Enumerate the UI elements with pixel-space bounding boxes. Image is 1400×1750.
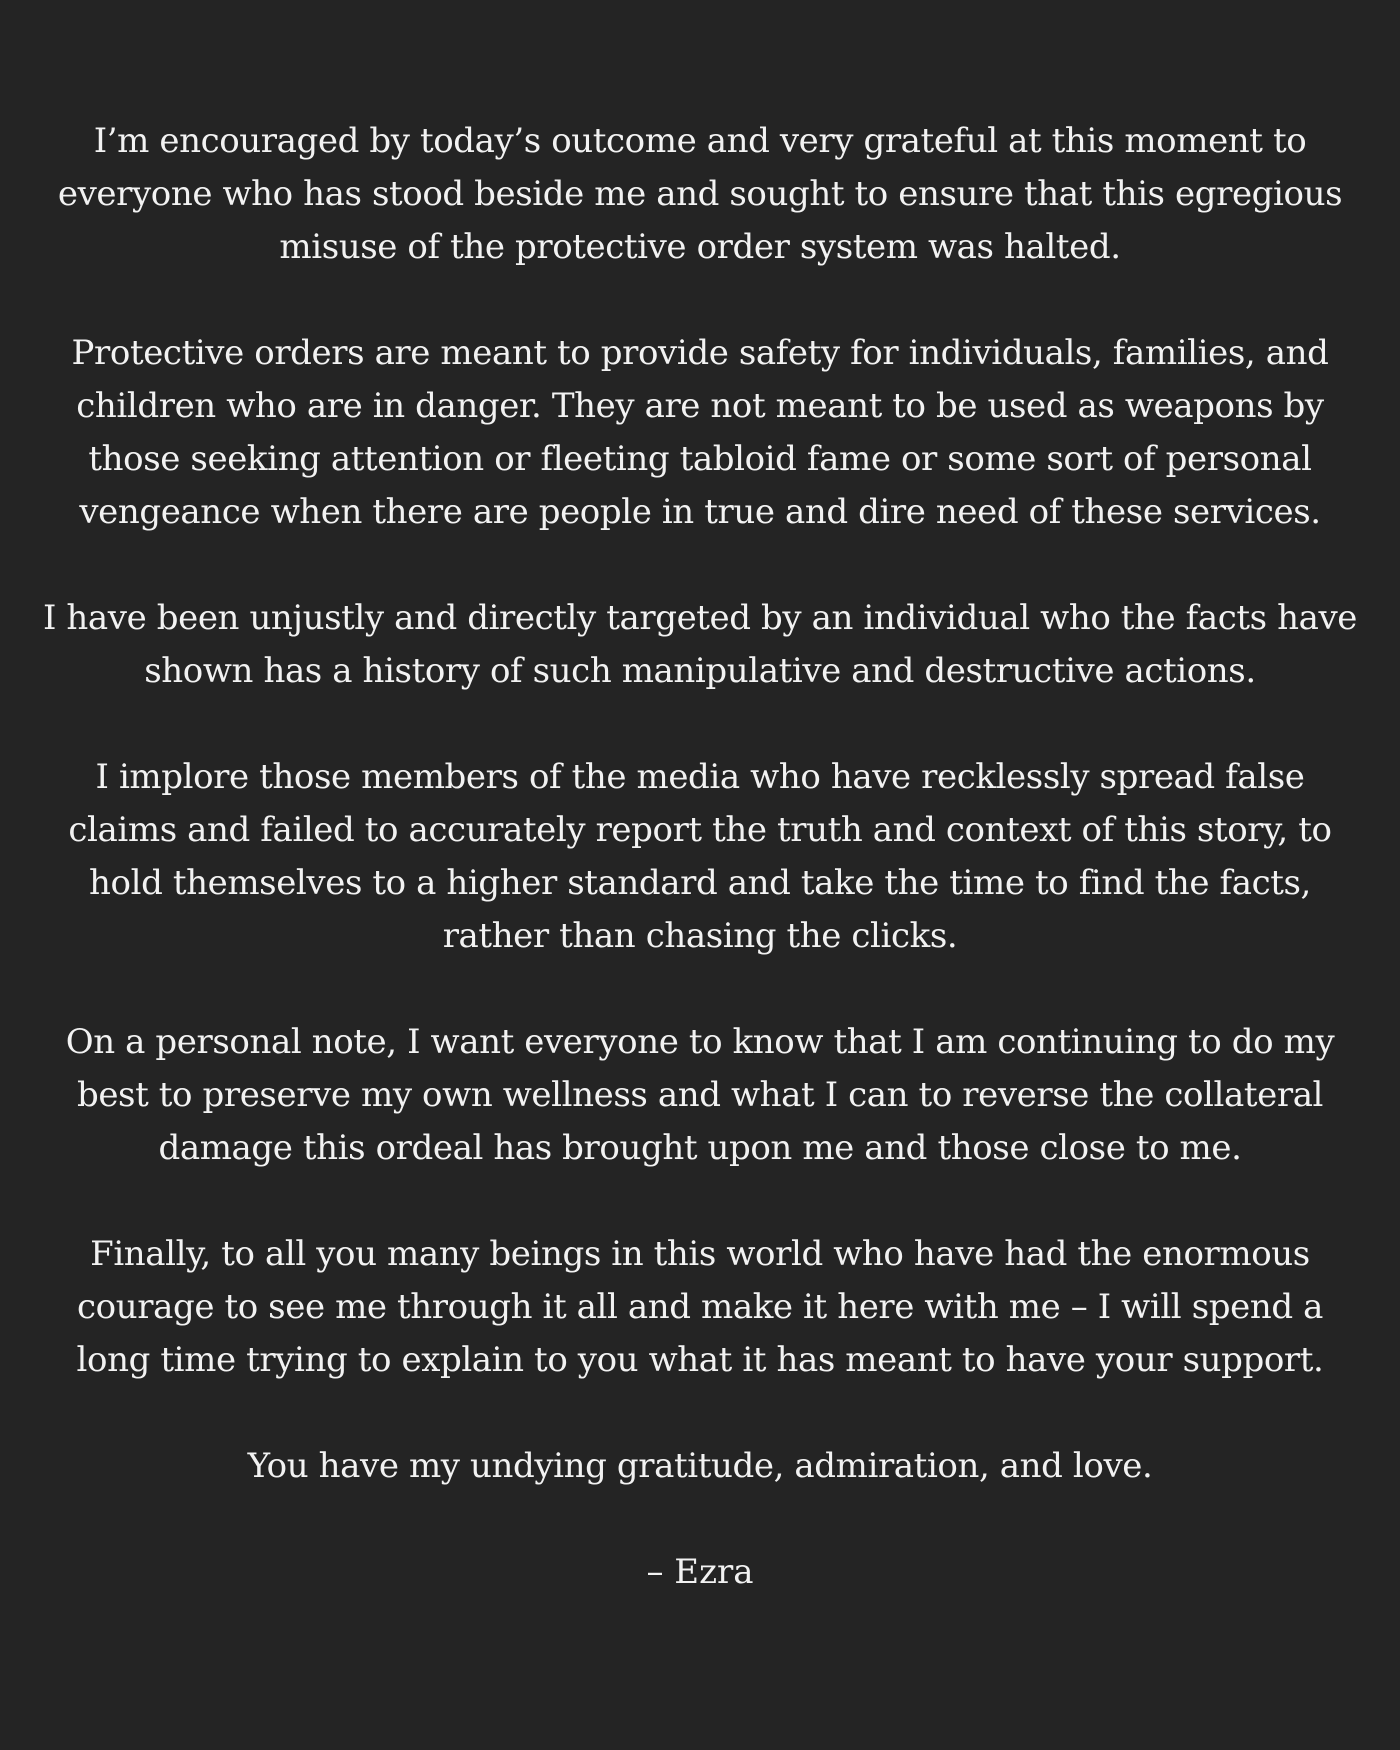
statement-paragraph: You have my undying gratitude, admiration, and love. — [247, 1446, 1153, 1486]
statement-paragraph: Protective orders are meant to provide safety for individuals, families, and children who are in danger. They are not meant to be used as weapons by those seeking attention or fleeting tabloid fame or some sort of personal vengeance when there are people in true and dire need of these services. — [71, 333, 1329, 532]
statement-paragraph: I’m encouraged by today’s outcome and very grateful at this moment to everyone who has stood beside me and sought to ensure that this egregious misuse of the protective order system was halted. — [57, 121, 1343, 267]
statement-paragraph: I have been unjustly and directly targeted by an individual who the facts have shown has a history of such manipulative and destructive actions. — [42, 598, 1357, 691]
signature: – Ezra — [646, 1552, 754, 1592]
statement-paragraph: Finally, to all you many beings in this world who have had the enormous courage to see me through it all and make it here with me – I will spend a long time trying to explain to you what it has meant to have your support. — [76, 1234, 1324, 1380]
statement-paragraph: On a personal note, I want everyone to know that I am continuing to do my best to preserve my own wellness and what I can to reverse the collateral damage this ordeal has brought upon me and those close to me. — [65, 1022, 1335, 1168]
statement-paragraph: I implore those members of the media who have recklessly spread false claims and failed to accurately report the truth and context of this story, to hold themselves to a higher standard and take the time to find the facts, rather than chasing the clicks. — [68, 757, 1332, 956]
